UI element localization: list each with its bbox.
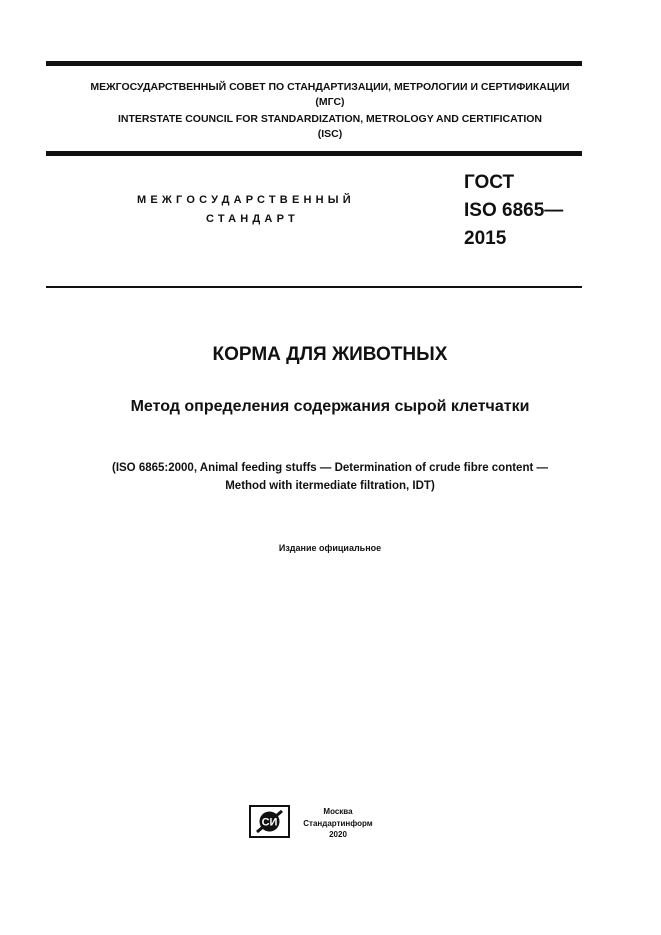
- standartinform-logo-icon: [249, 805, 290, 838]
- svg-text:СИ: СИ: [261, 816, 278, 829]
- standard-kind-line2: СТАНДАРТ: [206, 213, 299, 225]
- publisher-name: Стандартинформ: [303, 818, 373, 828]
- iso-reference-line1: (ISO 6865:2000, Animal feeding stuffs — Determination of crude fibre content —: [111, 462, 549, 474]
- standard-kind-line1: МЕЖГОСУДАРСТВЕННЫЙ: [137, 194, 355, 206]
- header-bottom-rule: [46, 151, 582, 156]
- edition-label: Издание официальное: [278, 543, 382, 553]
- standard-code-line2: ISO 6865—: [464, 200, 564, 221]
- council-abbr-en: (ISC): [317, 128, 343, 140]
- standard-code-line1: ГОСТ: [464, 172, 515, 193]
- publisher-city: Москва: [323, 807, 353, 816]
- standard-code-line3: 2015: [464, 228, 507, 249]
- document-title: КОРМА ДЛЯ ЖИВОТНЫХ: [212, 344, 448, 365]
- iso-reference-line2: Method with itermediate filtration, IDT): [225, 480, 435, 492]
- designation-rule: [46, 286, 582, 288]
- top-rule: [46, 61, 582, 66]
- publication-year: 2020: [329, 830, 347, 839]
- publisher-block: [298, 806, 378, 841]
- document-subtitle: Метод определения содержания сырой клетчатки: [130, 398, 530, 415]
- council-name-en: INTERSTATE COUNCIL FOR STANDARDIZATION, METROLOGY AND CERTIFICATION: [117, 113, 543, 125]
- council-abbr-ru: (МГС): [315, 96, 345, 108]
- council-name-ru: МЕЖГОСУДАРСТВЕННЫЙ СОВЕТ ПО СТАНДАРТИЗАЦИИ, МЕТРОЛОГИИ И СЕРТИФИКАЦИИ: [90, 81, 570, 93]
